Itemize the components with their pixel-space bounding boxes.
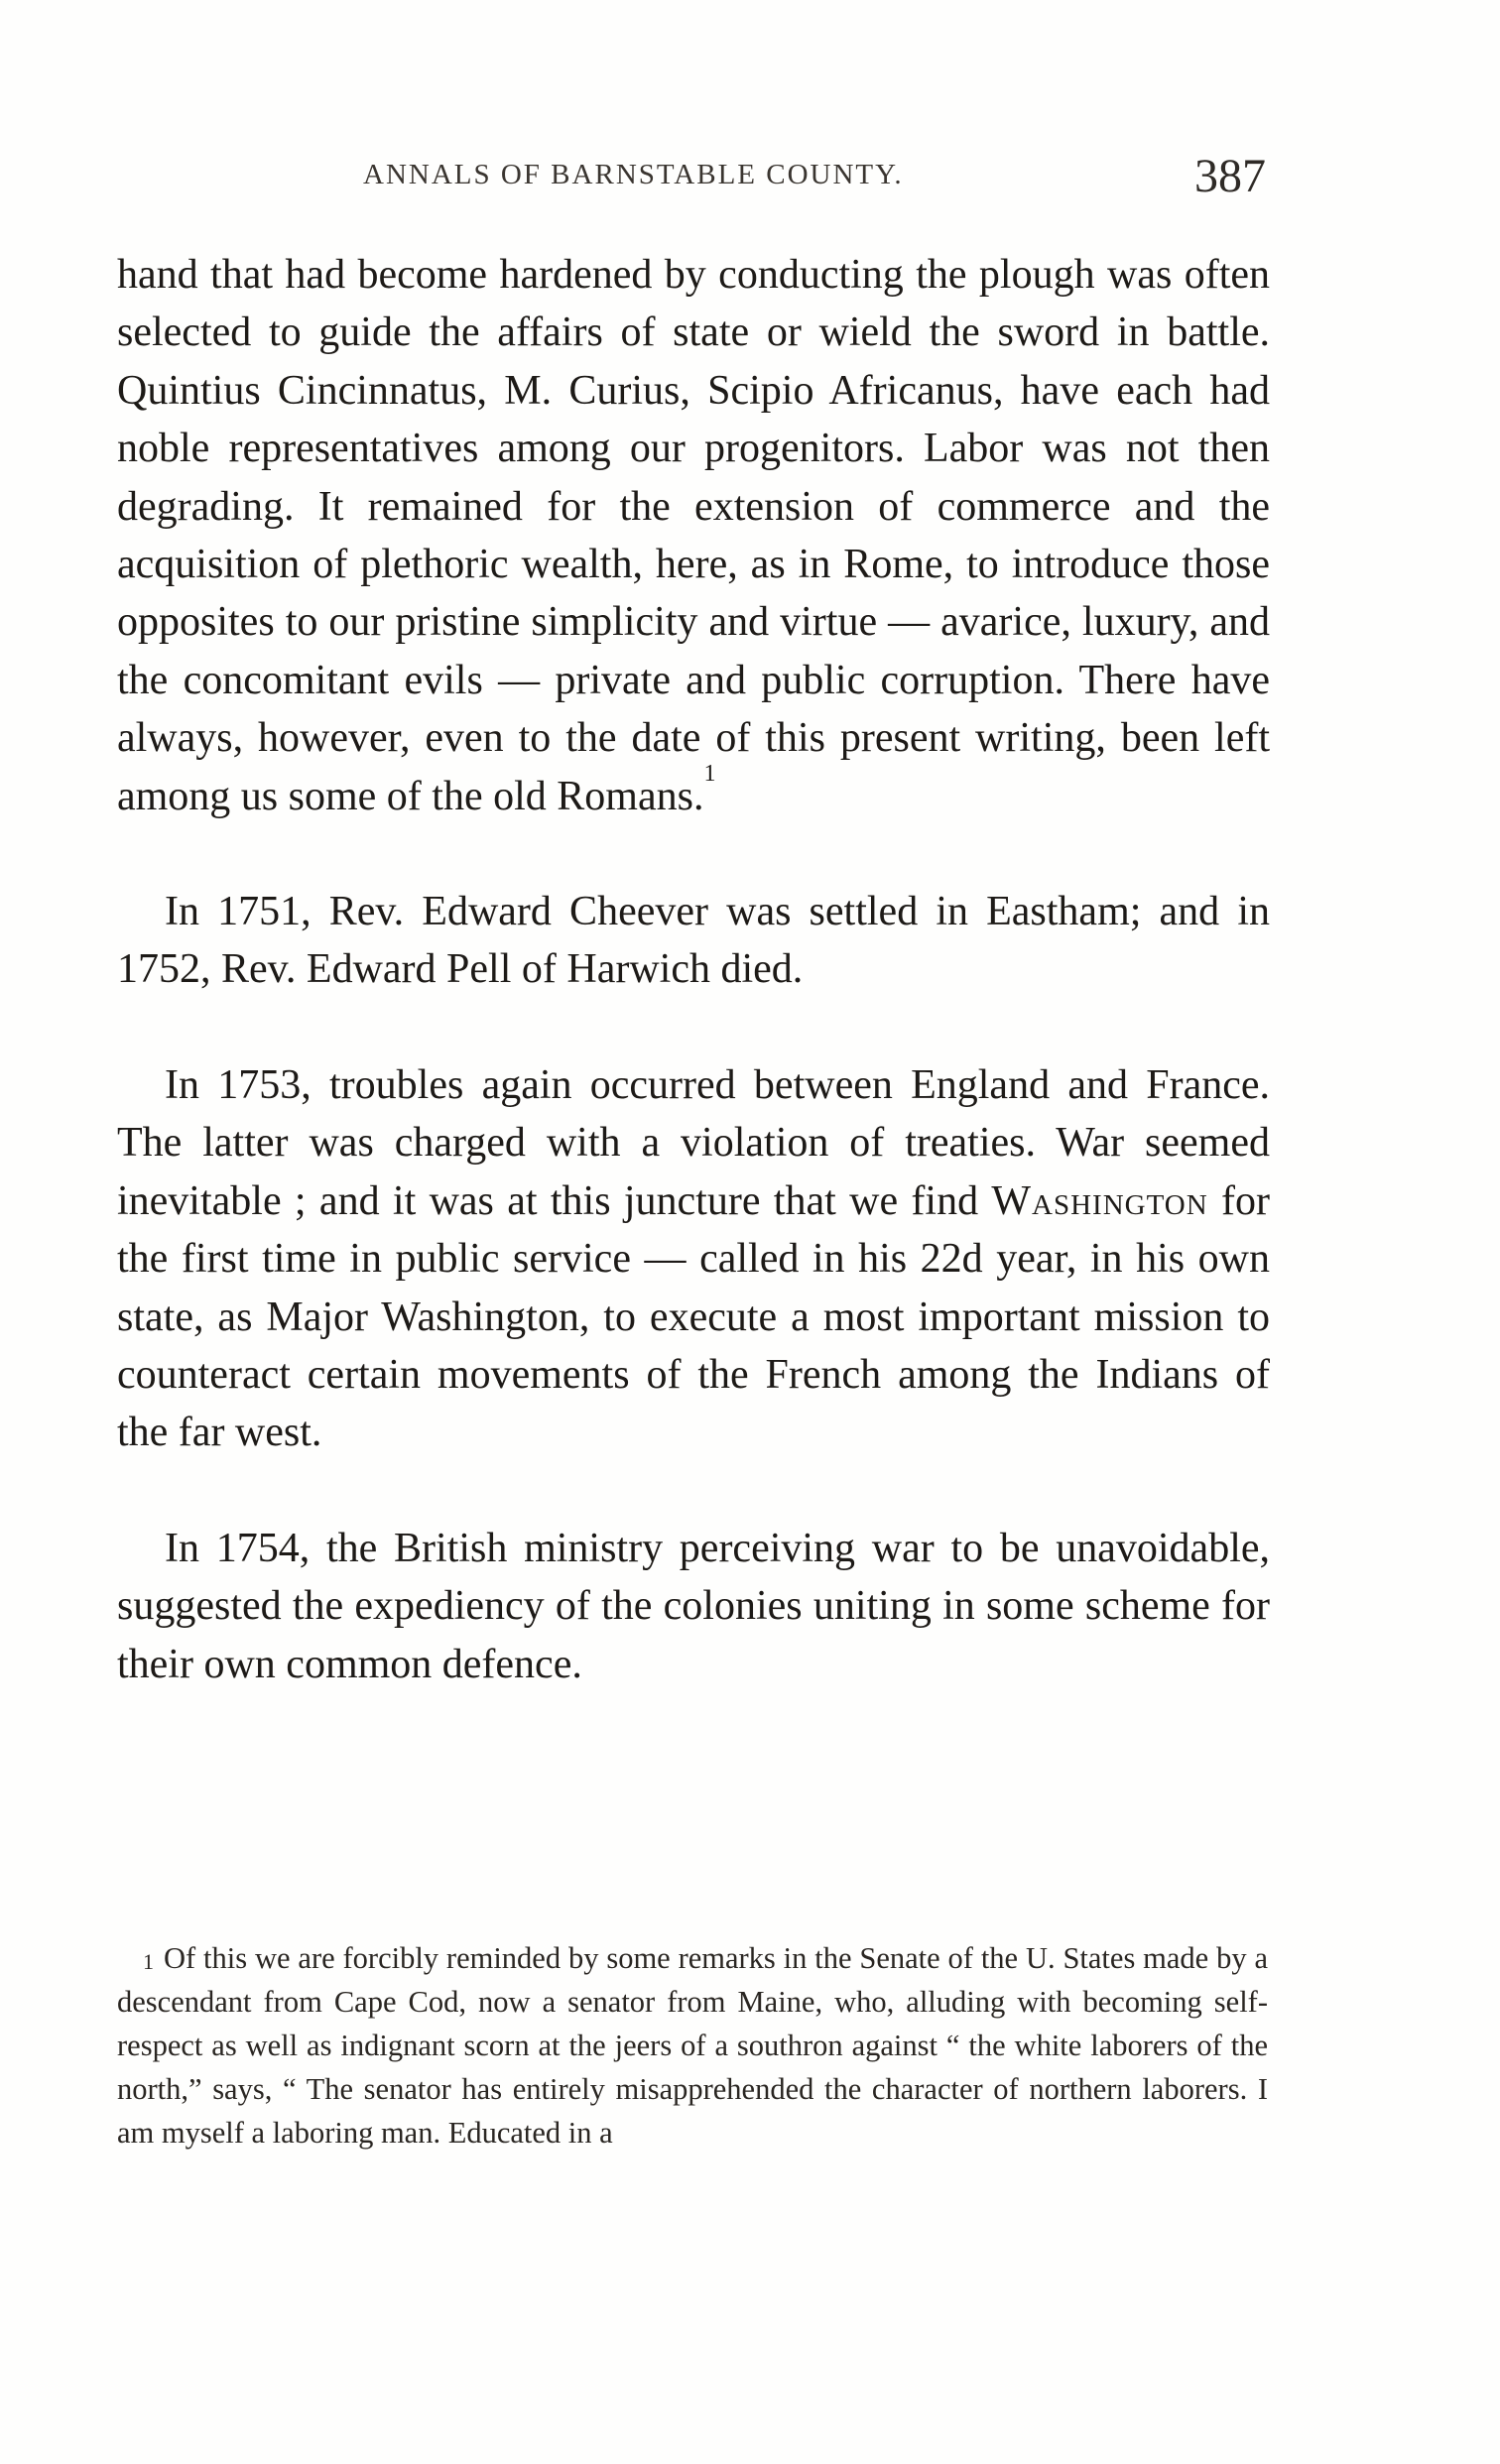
- paragraph-1751: [117, 883, 1270, 999]
- footnote-1: [117, 1936, 1268, 2155]
- footnote-marker: 1: [143, 1949, 154, 1974]
- paragraph-text-after: for the first time in public service — called in his 22d year, in his own state, as Major Washington, to execute a most important mission to counteract certain movements of the French among the Indians of the far west.: [117, 1177, 1270, 1456]
- paragraph-text-before: In 1753, troubles again occurred between England and France. The latter was charged with a violation of treaties. War seemed inevitable ; and it was at this juncture that we find: [117, 1061, 1270, 1224]
- paragraph-gap: [117, 1462, 1270, 1520]
- running-title: ANNALS OF BARNSTABLE COUNTY.: [363, 159, 904, 190]
- footnote-text: Of this we are forcibly reminded by some remarks in the Senate of the U. States made by a descendant from Cape Cod, now a senator from Maine, who, alluding with becoming self-respect as well as indignant scorn at the jeers of a southron against “ the white laborers of the north,” says, “ The senator has entirely misapprehended the character of northern laborers. I am myself a laboring man. Educated in a: [117, 1941, 1268, 2150]
- paragraph-1754: [117, 1520, 1270, 1693]
- footnote-reference: 1: [703, 760, 716, 787]
- paragraph-text: In 1754, the British ministry perceiving war to be unavoidable, suggested the expediency of the colonies uniting in some scheme for their own common defence.: [117, 1525, 1270, 1687]
- paragraph-gap: [117, 999, 1270, 1056]
- paragraph-text: In 1751, Rev. Edward Cheever was settled in Eastham; and in 1752, Rev. Edward Pell of Harwich died.: [117, 889, 1270, 993]
- running-head: [117, 149, 1266, 208]
- body-text: [117, 246, 1270, 1693]
- paragraph-1753: [117, 1056, 1270, 1462]
- footnotes: [117, 1936, 1268, 2155]
- paragraph-gap: [117, 825, 1270, 883]
- paragraph-text: hand that had become hardened by conducting the plough was often selected to guide the affairs of state or wield the sword in battle. Quintius Cincinnatus, M. Curius, Scipio Africanus, have each had noble representatives among our progenitors. Labor was not then degrading. It remained for the extension of commerce and the acquisition of plethoric wealth, here, as in Rome, to introduce those opposites to our pristine simplicity and virtue — avarice, luxury, and the concomitant evils — private and public corruption. There have always, however, even to the date of this present writing, been left among us some of the old Romans.: [117, 252, 1270, 819]
- page-number: 387: [1194, 150, 1266, 202]
- paragraph-continuation: [117, 246, 1270, 825]
- washington-name: Washington: [991, 1177, 1208, 1224]
